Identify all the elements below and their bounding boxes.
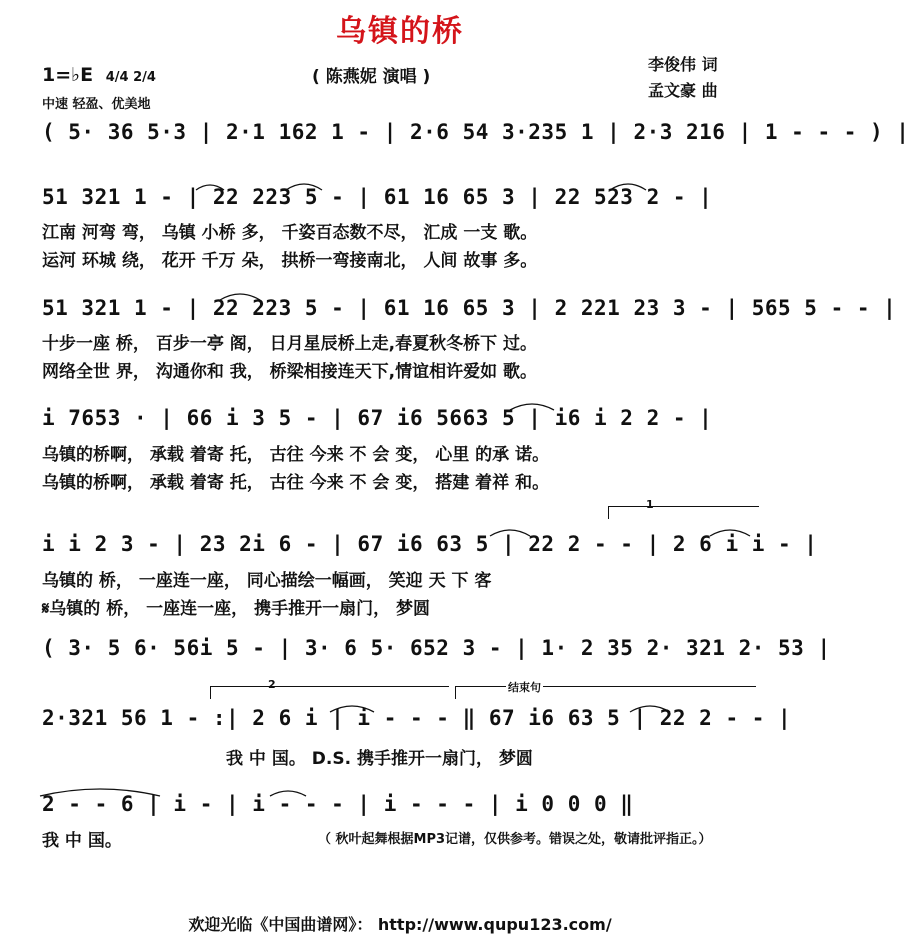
key-label: 1=♭E: [42, 64, 94, 86]
time-signature: 4/4 2/4: [105, 70, 156, 85]
notation-row-8: 2 - - 6 | i - | i - - - | i - - - | i 0 0 0 ‖: [42, 792, 634, 816]
lyric-row-5b: 𝄋乌镇的 桥， 一座连一座， 携手推开一扇门， 梦圆: [42, 599, 430, 619]
lyric-row-2b: 运河 环城 绕， 花开 千万 朵， 拱桥一弯接南北， 人间 故事 多。: [42, 251, 538, 271]
lyric-row-2a: 江南 河弯 弯， 乌镇 小桥 多， 千姿百态数不尽， 汇成 一支 歌。: [42, 223, 538, 243]
lyric-row-8: 我 中 国。: [42, 831, 122, 851]
lyric-row-4a: 乌镇的桥啊， 承载 着寄 托， 古往 今来 不 会 变， 心里 的承 诺。: [42, 445, 550, 465]
first-ending-bracket: [608, 506, 759, 519]
transcription-note: （ 秋叶起舞根据MP3记谱，仅供参考。错误之处，敬请批评指正。）: [318, 832, 712, 847]
second-ending-bracket: [210, 686, 449, 699]
tempo-marking: 中速 轻盈、优美地: [42, 97, 151, 112]
lyricist-credit: 李俊伟 词: [648, 55, 718, 74]
notation-row-2: 51 321 1 - | 22 223 5 - | 61 16 65 3 | 22 523 2 - |: [42, 185, 713, 209]
lyric-row-5a: 乌镇的 桥， 一座连一座， 同心描绘一幅画， 笑迎 天 下 客: [42, 571, 492, 591]
notation-row-4: i 7653 · | 66 i 3 5 - | 67 i6 5663 5 | i6 i 2 2 - |: [42, 406, 713, 430]
notation-row-3: 51 321 1 - | 22 223 5 - | 61 16 65 3 | 2 221 23 3 - | 565 5 - - |: [42, 296, 897, 320]
lyric-row-3b: 网络全世 界， 沟通你和 我， 桥梁相接连天下,情谊相许爱如 歌。: [42, 362, 538, 382]
lyric-row-4b: 乌镇的桥啊， 承载 着寄 托， 古往 今来 不 会 变， 搭建 着祥 和。: [42, 473, 550, 493]
lyric-row-3a: 十步一座 桥， 百步一亭 阁， 日月星辰桥上走,春夏秋冬桥下 过。: [42, 334, 538, 354]
second-ending-number: 2: [268, 678, 276, 691]
key-signature: [42, 64, 156, 86]
notation-row-intro: ( 5· 36 5·3 | 2·1 162 1 - | 2·6 54 3·235 1 | 2·3 216 | 1 - - - ) |: [42, 120, 909, 144]
coda-bracket: [455, 686, 756, 699]
lyric-row-7: 我 中 国。 D.S. 携手推开一扇门， 梦圆: [226, 749, 533, 769]
coda-label: 结束句: [508, 681, 541, 694]
notation-row-interlude: ( 3· 5 6· 56i 5 - | 3· 6 5· 652 3 - | 1· 2 35 2· 321 2· 53 |: [42, 636, 831, 660]
notation-row-5: i i 2 3 - | 23 2i 6 - | 67 i6 63 5 | 22 2 - - | 2 6 i i - |: [42, 532, 818, 556]
first-ending-number: 1: [646, 498, 654, 511]
composer-credit: 孟文豪 曲: [648, 81, 718, 100]
site-footer: 欢迎光临《中国曲谱网》： http://www.qupu123.com/: [188, 915, 612, 934]
singer-credit: ( 陈燕妮 演唱 ): [312, 67, 431, 87]
notation-row-7: 2·321 56 1 - :| 2 6 i | i - - - ‖ 67 i6 63 5 | 22 2 - - |: [42, 706, 792, 730]
page-title: 乌镇的桥: [336, 14, 464, 49]
